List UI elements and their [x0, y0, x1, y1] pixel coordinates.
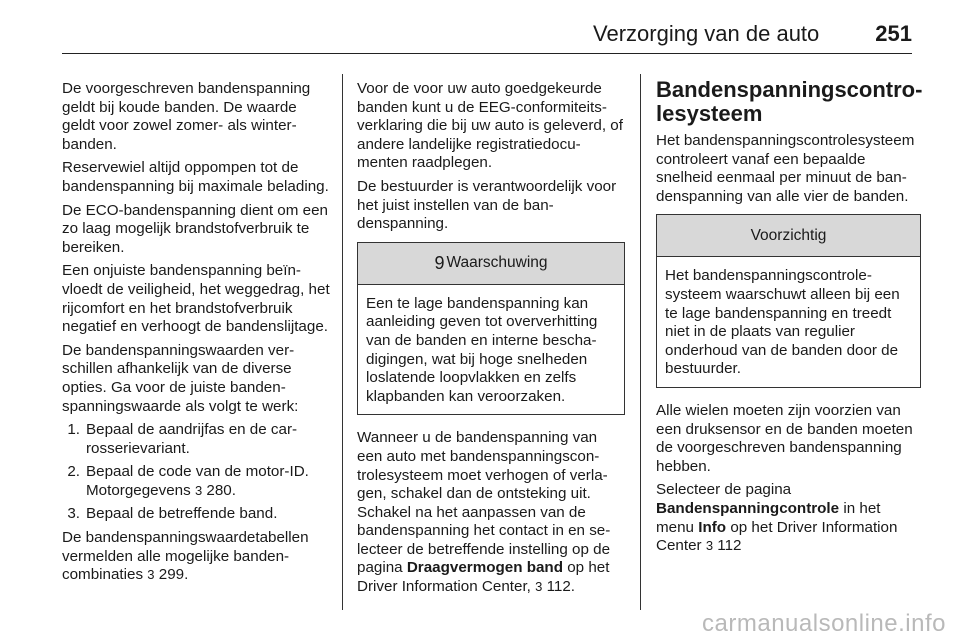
- page-reference-arrow-icon: 3: [147, 567, 155, 583]
- menu-name: Info: [698, 518, 727, 536]
- caution-header: [657, 215, 920, 257]
- column-divider-2: [640, 74, 641, 610]
- page-reference[interactable]: 280.: [206, 481, 236, 499]
- steps-list: [62, 421, 330, 524]
- paragraph: Reservewiel altijd oppompen tot de bandenspanning bij maximale belading.: [62, 159, 329, 195]
- list-item: 2. Bepaal de code van de motor-ID. Motorgegevens 3 280.: [67, 463, 309, 499]
- paragraph: De bandenspanningswaarden verschillen afhankelijk van de diverse opties. Ga voor de juiste bandenspanningswaarde als volgt te werk:: [62, 341, 299, 415]
- menu-page-name: Draagvermogen band: [406, 559, 563, 577]
- paragraph: De bandenspanningswaardetabellen vermelden alle mogelijke bandencombinaties 3 299.: [62, 529, 309, 584]
- menu-page-name: Bandenspanningcontrole: [656, 499, 840, 517]
- page-reference-arrow-icon: 3: [535, 579, 543, 595]
- page-title: Verzorging van de auto: [593, 20, 820, 46]
- warning-box: [357, 242, 625, 416]
- page-header: [62, 14, 912, 54]
- paragraph: Alle wielen moeten zijn voorzien van een druksensor en de banden moeten de voorgeschreven bandenspanning hebben.: [656, 401, 913, 475]
- paragraph: Een onjuiste bandenspanning beïnvloedt de veiligheid, het weggedrag, het rijcomfort en het brandstofverbruik negatief en verhoogt de bandenslijtage.: [62, 262, 330, 336]
- paragraph: De bestuurder is verantwoordelijk voor het juist instellen van de bandenspanning.: [357, 177, 617, 233]
- warning-header: [358, 243, 624, 285]
- warning-body: Een te lage bandenspanning kan aanleiding geven tot oververhitting van de banden en interne beschadigingen, wat bij hoge snelheden loslatende loopvlakken en zelfs klapbanden kan veroorzaken.: [366, 294, 598, 405]
- caution-box: [656, 214, 921, 388]
- paragraph: Het bandenspanningscontrolesysteem controleert vanaf een bepaalde snelheid eenmaal per minuut de bandenspanning van alle vier de banden.: [656, 132, 915, 205]
- column-divider-1: [342, 74, 343, 610]
- column-1: [62, 80, 330, 590]
- list-item: 1. Bepaal de aandrijfas en de carrosserievariant.: [67, 421, 298, 457]
- caution-title: Voorzichtig: [750, 226, 827, 244]
- paragraph: De ECO-bandenspanning dient om een zo laag mogelijk brandstofverbruik te bereiken.: [62, 201, 328, 256]
- column-2: [357, 80, 625, 602]
- page-reference[interactable]: 112.: [546, 578, 576, 596]
- paragraph: Voor de voor uw auto goedgekeurde banden kunt u de EEG-conformiteitsverklaring die bij uw auto is geleverd, of andere landelijke registratiedocumenten raadplegen.: [357, 80, 623, 172]
- watermark: carmanualsonline.info: [702, 610, 946, 637]
- page-reference-arrow-icon: 3: [194, 482, 203, 498]
- paragraph: Selecteer de pagina Bandenspanningcontrole in het menu Info op het Driver Information Center 3 112: [656, 481, 898, 555]
- section-heading: Bandenspanningscontrolesysteem: [656, 77, 923, 126]
- warning-triangle-icon: 9: [434, 252, 445, 273]
- page-reference-arrow-icon: 3: [705, 538, 714, 554]
- caution-body: Het bandenspanningscontrolesysteem waarschuwt alleen bij een te lage bandenspanning en treedt niet in de plaats van regulier onderhoud van de banden door de bestuurder.: [665, 267, 900, 378]
- paragraph: De voorgeschreven bandenspanning geldt bij koude banden. De waarde geldt voor zowel zomer- als winterbanden.: [62, 80, 311, 153]
- paragraph: Wanneer u de bandenspanning van een auto met bandenspanningscontrolesysteem moet verhogen of verlagen, schakel dan de ontsteking uit. Schakel na het aanpassen van de bandenspanning het contact in en selecteer de betreffende instelling op de pagina Draagvermogen band op het Driver Information Center, 3 112.: [357, 429, 611, 596]
- warning-title: Waarschuwing: [446, 253, 548, 271]
- page-number: 251: [875, 20, 912, 46]
- column-3: [656, 77, 923, 561]
- page-reference[interactable]: 299.: [158, 566, 189, 584]
- page-reference[interactable]: 112: [717, 537, 742, 555]
- list-item: 3. Bepaal de betreffende band.: [67, 505, 278, 523]
